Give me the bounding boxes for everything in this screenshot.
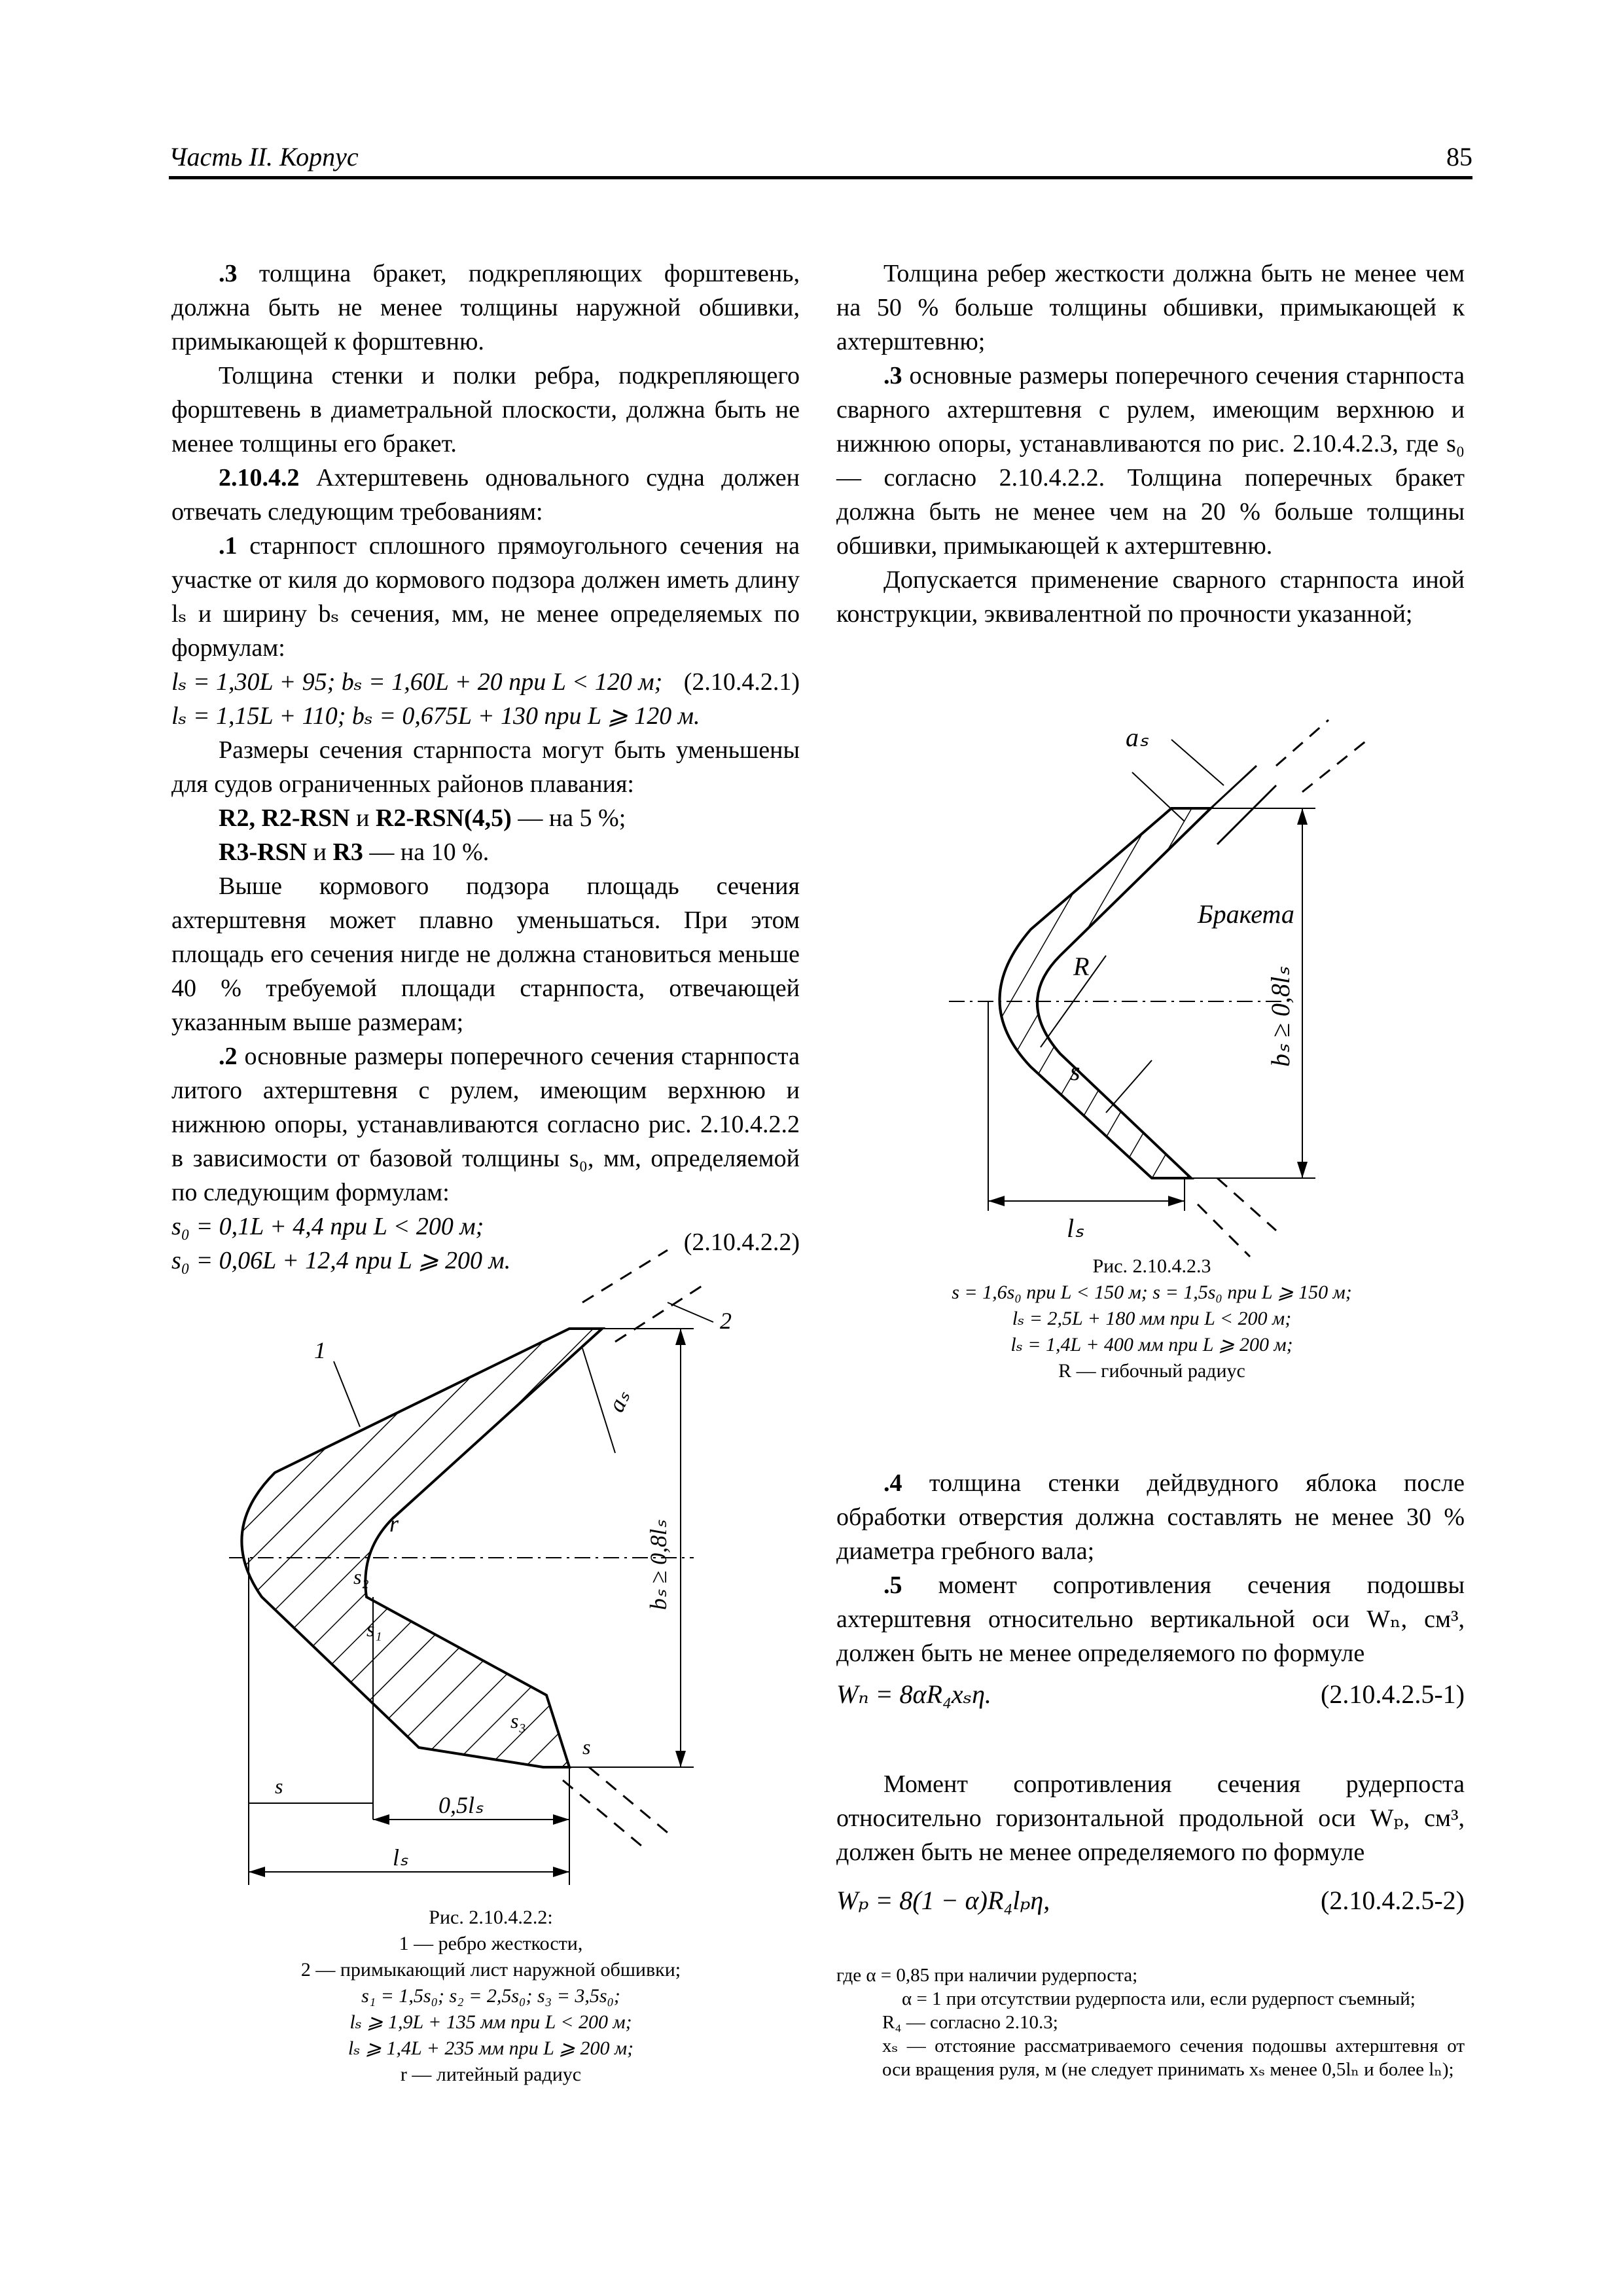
formula-line [171,665,800,699]
text: — на 10 %. [363,838,490,866]
label-bracket: Бракета [1198,899,1294,929]
label-2: 2 [720,1308,732,1334]
formula-number: (2.10.4.2.1) [683,668,800,696]
caption-line: R — гибочный радиус [1058,1360,1245,1382]
paragraph: Выше кормового подзора площадь сечения ахтерштевня может плавно уменьшаться. При этом площадь его сечения нигде не должна становиться меньше 40 % требуемой площади старнпоста, отвечающей указанным выше размерам; [171,872,800,1036]
formula-line [171,699,800,733]
item-number: .2 [219,1043,238,1070]
label-s3: s₃ [510,1709,526,1732]
equation-2 [836,1885,1465,1916]
left-column [171,257,800,1280]
label-bs: bₛ ≥ 0,8lₛ [1266,967,1295,1067]
formula: lₛ = 1,15L + 110; bₛ = 0,675L + 130 при L ⩾ 120 м. [171,702,700,730]
figure-cast-sternpost [196,1244,785,1898]
caption-line: lₛ ⩾ 1,9L + 135 мм при L < 200 м; [349,2011,632,2033]
paragraph-text: основные размеры поперечного сечения старнпоста сварного ахтерштевня с рулем, имеющим верхнюю и нижнюю опоры, устанавливаются по рис. 2.10.4.2.3, где s₀ — согласно 2.10.4.2.2. Толщина поперечных бракет должна быть не менее чем на 20 % больше толщины обшивки, примыкающей к ахтерштевню. [836,362,1465,560]
paragraph [171,835,800,869]
paragraph-text: Ахтерштевень одновального судна должен отвечать следующим требованиям: [171,464,800,526]
paragraph [171,1039,800,1210]
item-number: .4 [883,1469,902,1497]
note-line: α = 1 при отсутствии рудерпоста или, если рудерпост съемный; [902,1988,1416,2009]
paragraph [836,1466,1465,1568]
formula: lₛ = 1,30L + 95; bₛ = 1,60L + 20 при L < 120 м; [171,668,663,696]
paragraph: Размеры сечения старнпоста могут быть уменьшены для судов ограниченных районов плавания: [171,736,800,798]
caption-line: 2 — примыкающий лист наружной обшивки; [300,1959,681,1981]
label-ls: lₛ [1067,1213,1084,1243]
equation-1 [836,1679,1465,1710]
label-s: s [582,1735,591,1759]
label-bs: bₛ ≥ 0,8lₛ [645,1520,671,1610]
caption-line: lₛ = 1,4L + 400 мм при L ⩾ 200 м; [1010,1334,1293,1355]
caption-line: r — литейный радиус [400,2064,582,2085]
paragraph [171,257,800,359]
running-head: Часть II. Корпус [169,142,359,171]
caption-line: s = 1,6s₀ при L < 150 м; s = 1,5s₀ при L ⩾ 150 м; [952,1282,1352,1303]
label-ls: lₛ [393,1844,408,1871]
paragraph [836,359,1465,563]
label-s1: s₁ [366,1617,382,1641]
paragraph-text: основные размеры поперечного сечения старнпоста литого ахтерштевня с рулем, имеющим верхнюю и нижнюю опоры, устанавливаются согласно рис. 2.10.4.2.2 в зависимости от базовой толщины s₀, мм, определяемой по следующим формулам: [171,1043,800,1206]
equation: Wₙ = 8αR₄xₛη. [836,1679,991,1709]
page-header [169,142,1472,179]
area-code: R3-RSN [219,838,308,866]
text: и [307,838,333,866]
area-code: R2-RSN(4,5) [375,804,512,832]
label-ss: s [275,1774,283,1798]
note-line: xₛ — отстояние рассматриваемого сечения подошвы ахтерштевня от оси вращения руля, м (не следует принимать xₛ менее 0,5lₙ и более lₙ); [882,2036,1465,2080]
caption-line: 1 — ребро жесткости, [399,1933,583,1954]
label-R: R [1073,952,1090,981]
figure2-caption [844,1253,1459,1384]
label-1: 1 [314,1337,326,1363]
paragraph-text: толщина стенки дейдвудного яблока после обработки отверстия должна составлять не менее 30 % диаметра гребного вала; [836,1469,1465,1565]
paragraph: Допускается применение сварного старнпоста иной конструкции, эквивалентной по прочности указанной; [836,566,1465,628]
right-column-lower [836,1466,1465,1670]
formula: s₀ = 0,1L + 4,4 при L < 200 м; [171,1213,484,1240]
plate-top [1211,766,1276,844]
area-code: R2, R2-RSN [219,804,350,832]
caption-line: lₛ = 2,5L + 180 мм при L < 200 м; [1012,1308,1292,1329]
label-s: s [1070,1056,1080,1086]
text: и [349,804,376,832]
item-number: .5 [883,1571,902,1599]
note-line: где α = 0,85 при наличии рудерпоста; [836,1965,1138,1986]
equation-number: (2.10.4.2.5-1) [1321,1679,1465,1709]
equation: Wₚ = 8(1 − α)R₄lₚη, [836,1886,1050,1915]
caption-line: s₁ = 1,5s₀; s₂ = 2,5s₀; s₃ = 3,5s₀; [361,1985,620,2007]
right-column [836,257,1465,631]
caption-line: lₛ ⩾ 1,4L + 235 мм при L ⩾ 200 м; [348,2037,634,2059]
section-shape [241,1329,602,1767]
label-s2: s₂ [353,1565,369,1588]
text: — на 5 %; [511,804,626,832]
paragraph-text: старнпост сплошного прямоугольного сечения на участке от киля до кормового подзора должен иметь длину lₛ и ширину bₛ сечения, мм, не менее определяемых по формулам: [171,532,800,662]
section-number: 2.10.4.2 [219,464,300,492]
item-number: .3 [219,260,238,287]
paragraph: Толщина ребер жесткости должна быть не менее чем на 50 % больше толщины обшивки, примыкающей к ахтерштевню; [836,260,1465,355]
paragraph-text: момент сопротивления сечения подошвы ахтерштевня относительно вертикальной оси Wₙ, см³, должен быть не менее определяемого по формуле [836,1571,1465,1667]
label-half-ls: 0,5lₛ [438,1792,484,1818]
paragraph [171,461,800,529]
section-shape [1000,808,1211,1178]
note-line: R₄ — согласно 2.10.3; [882,2012,1058,2033]
paragraph [171,529,800,665]
equation-number: (2.10.4.2.5-2) [1321,1886,1465,1915]
label-r: r [389,1511,399,1537]
page-number: 85 [1446,142,1472,171]
paragraph [171,801,800,835]
formula: s₀ = 0,06L + 12,4 при L ⩾ 200 м. [171,1247,511,1274]
item-number: .3 [883,362,902,389]
label-as: aₛ [602,1386,635,1416]
caption-line: Рис. 2.10.4.2.2: [429,1907,553,1928]
figure-welded-sternpost [910,694,1381,1270]
paragraph: Момент сопротивления сечения рудерпоста относительно горизонтальной продольной оси Wₚ, см³, должен быть не менее определяемого по формуле [836,1770,1465,1866]
paragraph: Толщина стенки и полки ребра, подкрепляющего форштевень в диаметральной плоскости, должна быть не менее толщины его бракет. [171,362,800,457]
figure1-caption [196,1905,785,2088]
area-code: R3 [332,838,363,866]
formula-number: (2.10.4.2.2) [683,1229,800,1256]
paragraph-text: толщина бракет, подкрепляющих форштевень, должна быть не менее толщины наружной обшивки, примыкающей к форштевню. [171,260,800,355]
paragraph [836,1568,1465,1670]
label-as: aₛ [1126,723,1149,752]
notes [836,1964,1465,2081]
caption-line: Рис. 2.10.4.2.3 [1092,1255,1211,1277]
right-column-moment [836,1767,1465,1869]
item-number: .1 [219,532,238,560]
